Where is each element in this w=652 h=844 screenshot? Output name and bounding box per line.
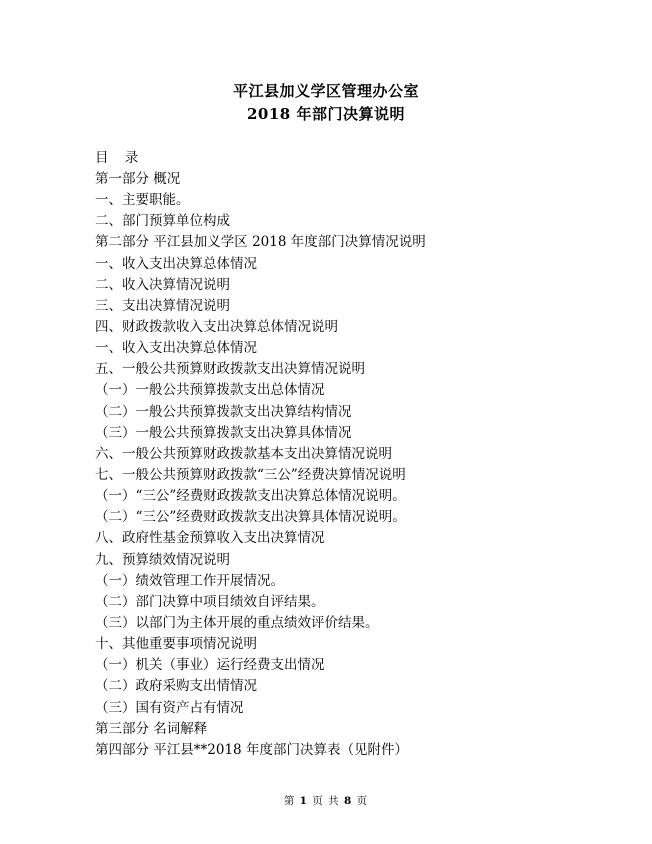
document-subtitle: 2018 年部门决算说明 (247, 105, 405, 123)
toc-item: （二）“三公”经费财政拨款支出决算具体情况说明。 (95, 509, 406, 526)
toc-item: （三）以部门为主体开展的重点绩效评价结果。 (95, 614, 379, 631)
toc-item: 十、其他重要事项情况说明 (95, 636, 257, 653)
toc-item: 二、部门预算单位构成 (95, 213, 230, 230)
toc-item: 第二部分 平江县加义学区 2018 年度部门决算情况说明 (95, 234, 426, 251)
toc-item: （二）部门决算中项目绩效自评结果。 (95, 593, 325, 610)
toc-item: 第三部分 名词解释 (95, 720, 208, 737)
footer-suffix: 页 (352, 795, 369, 807)
toc-item: （一）“三公”经费财政拨款支出决算总体情况说明。 (95, 488, 406, 505)
page-footer (0, 793, 652, 808)
toc-item: 一、主要职能。 (95, 192, 190, 209)
toc-heading: 目 录 (95, 150, 145, 166)
toc-item: （一）绩效管理工作开展情况。 (95, 572, 284, 589)
toc-item: （一）机关（事业）运行经费支出情况 (95, 657, 325, 674)
toc-item: 八、政府性基金预算收入支出决算情况 (95, 530, 325, 547)
footer-prefix: 第 (283, 795, 300, 807)
document-title: 平江县加义学区管理办公室 (232, 82, 419, 100)
toc-item: （三）国有资产占有情况 (95, 699, 244, 716)
toc-item: 二、收入决算情况说明 (95, 276, 230, 293)
toc-item: 九、预算绩效情况说明 (95, 551, 230, 568)
table-of-contents (95, 148, 595, 761)
toc-item: 一、收入支出决算总体情况 (95, 340, 257, 357)
toc-item: 四、财政拨款收入支出决算总体情况说明 (95, 318, 338, 335)
toc-item: （三）一般公共预算拨款支出决算具体情况 (95, 424, 352, 441)
current-page-number: 1 (299, 795, 308, 807)
toc-item: 一、收入支出决算总体情况 (95, 255, 257, 272)
toc-item: 第一部分 概况 (95, 171, 181, 187)
toc-item: 三、支出决算情况说明 (95, 297, 230, 314)
footer-middle: 页 共 (307, 795, 344, 807)
toc-item: 第四部分 平江县**2018 年度部门决算表（见附件） (95, 741, 408, 758)
toc-item: （二）政府采购支出情情况 (95, 678, 257, 695)
toc-item: （一）一般公共预算拨款支出总体情况 (95, 382, 325, 399)
toc-item: （二）一般公共预算拨款支出决算结构情况 (95, 403, 352, 420)
toc-item: 五、一般公共预算财政拨款支出决算情况说明 (95, 361, 365, 378)
toc-item: 七、一般公共预算财政拨款“三公”经费决算情况说明 (95, 466, 406, 483)
toc-item: 六、一般公共预算财政拨款基本支出决算情况说明 (95, 445, 392, 462)
total-page-count: 8 (344, 795, 353, 807)
